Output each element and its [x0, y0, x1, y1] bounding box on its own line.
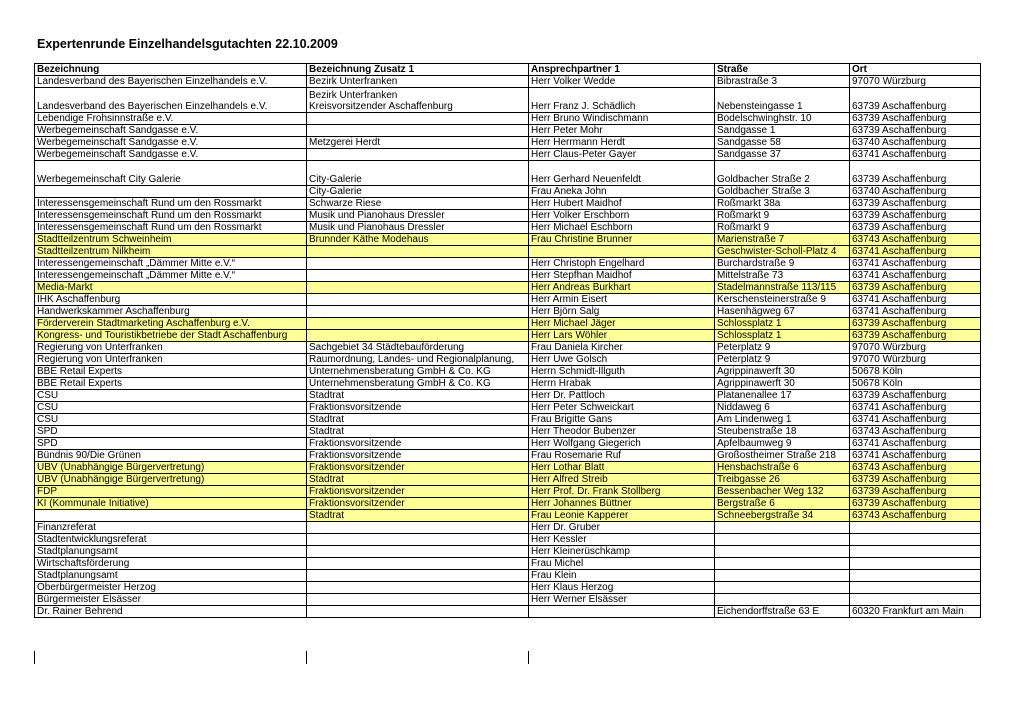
contacts-table: [34, 63, 981, 618]
cell-ort: 63739 Aschaffenburg: [850, 474, 981, 486]
cell-bezeichnung: KI (Kommunale Initiative): [35, 498, 307, 510]
cell-ansprechpartner: Herr Volker Erschborn: [529, 210, 715, 222]
cell-bezeichnung: Kongress- und Touristikbetriebe der Stadt Aschaffenburg: [35, 330, 307, 342]
cell-strasse: Roßmarkt 9: [715, 210, 850, 222]
cell-ansprechpartner: Frau Christine Brunner: [529, 234, 715, 246]
cell-strasse: Peterplatz 9: [715, 342, 850, 354]
cell-ort: 63741 Aschaffenburg: [850, 149, 981, 161]
cell-ort: 63739 Aschaffenburg: [850, 113, 981, 125]
cell-ansprechpartner: Herr Peter Mohr: [529, 125, 715, 137]
table-row: [35, 222, 981, 234]
cell-ort: 63739 Aschaffenburg: [850, 125, 981, 137]
table-row: [35, 342, 981, 354]
cell-bezeichnung: Dr. Rainer Behrend: [35, 606, 307, 618]
cell-bezeichnung: IHK Aschaffenburg: [35, 294, 307, 306]
table-row: [35, 198, 981, 210]
cell-ort: 63739 Aschaffenburg: [850, 88, 981, 113]
cell-ort: 63739 Aschaffenburg: [850, 498, 981, 510]
cell-ansprechpartner: Herr Bruno Windischmann: [529, 113, 715, 125]
cell-ansprechpartner: Herr Michael Jäger: [529, 318, 715, 330]
table-row: [35, 582, 981, 594]
cell-bezeichnung-zusatz: Stadtrat: [307, 510, 529, 522]
cell-strasse: Treibgasse 26: [715, 474, 850, 486]
cell-ansprechpartner: Herr Lothar Blatt: [529, 462, 715, 474]
cell-bezeichnung-zusatz: [307, 594, 529, 606]
cell-bezeichnung-zusatz: [307, 570, 529, 582]
cell-bezeichnung: BBE Retail Experts: [35, 366, 307, 378]
table-row: [35, 294, 981, 306]
cell-ansprechpartner: Herr Dr. Pattloch: [529, 390, 715, 402]
cell-ansprechpartner: Herr Theodor Bubenzer: [529, 426, 715, 438]
cell-strasse: Goldbacher Straße 3: [715, 186, 850, 198]
cell-strasse: Kerschensteinerstraße 9: [715, 294, 850, 306]
cell-strasse: Hasenhägweg 67: [715, 306, 850, 318]
cell-bezeichnung: Landesverband des Bayerischen Einzelhandels e.V.: [35, 88, 307, 113]
table-row: [35, 234, 981, 246]
cell-bezeichnung-zusatz: Stadtrat: [307, 414, 529, 426]
cell-strasse: Eichendorffstraße 63 E: [715, 606, 850, 618]
table-row: [35, 354, 981, 366]
table-row: [35, 594, 981, 606]
cell-bezeichnung-zusatz: Musik und Pianohaus Dressler: [307, 222, 529, 234]
cell-ort: 63739 Aschaffenburg: [850, 330, 981, 342]
cell-ort: 63741 Aschaffenburg: [850, 270, 981, 282]
cell-bezeichnung: CSU: [35, 414, 307, 426]
cell-bezeichnung: UBV (Unabhängige Bürgervertretung): [35, 462, 307, 474]
cell-strasse: Mittelstraße 73: [715, 270, 850, 282]
table-row: [35, 534, 981, 546]
cell-strasse: Goldbacher Straße 2: [715, 161, 850, 186]
cell-bezeichnung: Regierung von Unterfranken: [35, 342, 307, 354]
cell-bezeichnung-zusatz: Metzgerei Herdt: [307, 137, 529, 149]
cell-strasse: Niddaweg 6: [715, 402, 850, 414]
cell-bezeichnung: Bürgermeister Elsässer: [35, 594, 307, 606]
cell-ansprechpartner: Frau Aneka John: [529, 186, 715, 198]
cell-ort: 97070 Würzburg: [850, 342, 981, 354]
table-row: [35, 258, 981, 270]
cell-strasse: Sandgasse 37: [715, 149, 850, 161]
cell-ansprechpartner: Herr Christoph Engelhard: [529, 258, 715, 270]
cell-bezeichnung-zusatz: [307, 606, 529, 618]
cell-bezeichnung-zusatz: Raumordnung, Landes- und Regionalplanung,: [307, 354, 529, 366]
cell-strasse: Großostheimer Straße 218: [715, 450, 850, 462]
table-row: [35, 438, 981, 450]
sheet-trailing-gridlines: [34, 651, 980, 665]
table-row: [35, 186, 981, 198]
cell-strasse: Am Lindenweg 1: [715, 414, 850, 426]
cell-bezeichnung: Stadtteilzentrum Schweinheim: [35, 234, 307, 246]
cell-strasse: [715, 558, 850, 570]
cell-ort: [850, 522, 981, 534]
cell-ort: 63741 Aschaffenburg: [850, 402, 981, 414]
table-row: [35, 474, 981, 486]
cell-bezeichnung-zusatz: Stadtrat: [307, 426, 529, 438]
cell-ort: [850, 534, 981, 546]
cell-bezeichnung: Regierung von Unterfranken: [35, 354, 307, 366]
cell-strasse: [715, 534, 850, 546]
cell-bezeichnung: Interessengemeinschaft „Dämmer Mitte e.V.“: [35, 258, 307, 270]
cell-bezeichnung-zusatz: [307, 113, 529, 125]
cell-ansprechpartner: Herr Uwe Golsch: [529, 354, 715, 366]
cell-bezeichnung-zusatz: [307, 306, 529, 318]
cell-ansprechpartner: Herr Kleinerüschkamp: [529, 546, 715, 558]
cell-ansprechpartner: Herrn Hrabak: [529, 378, 715, 390]
cell-bezeichnung-zusatz: Fraktionsvorsitzender: [307, 498, 529, 510]
cell-bezeichnung-zusatz: Fraktionsvorsitzende: [307, 450, 529, 462]
column-header-ort: Ort: [850, 64, 981, 76]
cell-bezeichnung-zusatz: Fraktionsvorsitzender: [307, 462, 529, 474]
cell-ansprechpartner: Herr Johannes Büttner: [529, 498, 715, 510]
cell-bezeichnung-zusatz: Stadtrat: [307, 390, 529, 402]
cell-bezeichnung-zusatz: Fraktionsvorsitzende: [307, 438, 529, 450]
cell-bezeichnung-zusatz: [307, 149, 529, 161]
cell-bezeichnung: Lebendige Frohsinnstraße e.V.: [35, 113, 307, 125]
cell-bezeichnung-zusatz: City-Galerie: [307, 161, 529, 186]
cell-bezeichnung: SPD: [35, 426, 307, 438]
cell-strasse: Sandgasse 58: [715, 137, 850, 149]
cell-ort: 63741 Aschaffenburg: [850, 438, 981, 450]
cell-ansprechpartner: Herr Prof. Dr. Frank Stollberg: [529, 486, 715, 498]
cell-bezeichnung: Stadtteilzentrum Nilkheim: [35, 246, 307, 258]
cell-ansprechpartner: Frau Klein: [529, 570, 715, 582]
cell-ort: [850, 546, 981, 558]
table-row: [35, 378, 981, 390]
table-row: [35, 450, 981, 462]
cell-ort: 50678 Köln: [850, 378, 981, 390]
cell-ort: 63743 Aschaffenburg: [850, 510, 981, 522]
cell-strasse: Schlossplatz 1: [715, 318, 850, 330]
cell-bezeichnung: Werbegemeinschaft Sandgasse e.V.: [35, 137, 307, 149]
table-row: [35, 606, 981, 618]
table-body: [35, 76, 981, 618]
cell-strasse: Roßmarkt 9: [715, 222, 850, 234]
cell-ansprechpartner: Herr Gerhard Neuenfeldt: [529, 161, 715, 186]
cell-bezeichnung: UBV (Unabhängige Bürgervertretung): [35, 474, 307, 486]
cell-strasse: Bergstraße 6: [715, 498, 850, 510]
cell-strasse: Bibrastraße 3: [715, 76, 850, 88]
cell-ansprechpartner: Herr Claus-Peter Gayer: [529, 149, 715, 161]
table-row: [35, 366, 981, 378]
cell-ort: 60320 Frankfurt am Main: [850, 606, 981, 618]
cell-bezeichnung: Interessensgemeinschaft Rund um den Rossmarkt: [35, 210, 307, 222]
table-row: [35, 558, 981, 570]
cell-ansprechpartner: Frau Michel: [529, 558, 715, 570]
cell-ort: 63743 Aschaffenburg: [850, 426, 981, 438]
cell-bezeichnung-zusatz: [307, 318, 529, 330]
table-row: [35, 414, 981, 426]
cell-ort: 97070 Würzburg: [850, 76, 981, 88]
cell-ort: 63739 Aschaffenburg: [850, 161, 981, 186]
header-row: [35, 64, 981, 76]
cell-bezeichnung: FDP: [35, 486, 307, 498]
cell-line: Bezirk Unterfranken: [309, 90, 398, 101]
table-row: [35, 210, 981, 222]
cell-strasse: [715, 522, 850, 534]
cell-ansprechpartner: Herr Dr. Gruber: [529, 522, 715, 534]
cell-strasse: Geschwister-Scholl-Platz 4: [715, 246, 850, 258]
table-row: [35, 88, 981, 113]
cell-bezeichnung: Werbegemeinschaft Sandgasse e.V.: [35, 125, 307, 137]
cell-ort: 63743 Aschaffenburg: [850, 234, 981, 246]
cell-bezeichnung: Handwerkskammer Aschaffenburg: [35, 306, 307, 318]
cell-strasse: Hensbachstraße 6: [715, 462, 850, 474]
cell-bezeichnung-zusatz: Fraktionsvorsitzender: [307, 486, 529, 498]
cell-ansprechpartner: [529, 606, 715, 618]
table-row: [35, 246, 981, 258]
cell-ansprechpartner: Herr Werner Elsässer: [529, 594, 715, 606]
cell-ort: [850, 594, 981, 606]
cell-ansprechpartner: Herr Peter Schweickart: [529, 402, 715, 414]
cell-strasse: Steubenstraße 18: [715, 426, 850, 438]
cell-bezeichnung-zusatz: [307, 582, 529, 594]
table-row: [35, 546, 981, 558]
cell-strasse: Roßmarkt 38a: [715, 198, 850, 210]
cell-bezeichnung: Media-Markt: [35, 282, 307, 294]
page-title: Expertenrunde Einzelhandelsgutachten 22.10.2009: [37, 37, 338, 51]
cell-strasse: Nebensteingasse 1: [715, 88, 850, 113]
cell-bezeichnung-zusatz: Fraktionsvorsitzende: [307, 402, 529, 414]
cell-strasse: Marienstraße 7: [715, 234, 850, 246]
cell-strasse: Sandgasse 1: [715, 125, 850, 137]
cell-strasse: Bodelschwinghstr. 10: [715, 113, 850, 125]
cell-line: Kreisvorsitzender Aschaffenburg: [309, 101, 453, 112]
cell-bezeichnung: Förderverein Stadtmarketing Aschaffenburg e.V.: [35, 318, 307, 330]
cell-ansprechpartner: Frau Rosemarie Ruf: [529, 450, 715, 462]
cell-ansprechpartner: Herr Klaus Herzog: [529, 582, 715, 594]
cell-bezeichnung-zusatz: Unternehmensberatung GmbH & Co. KG: [307, 366, 529, 378]
table-row: [35, 161, 981, 186]
cell-ort: 63739 Aschaffenburg: [850, 318, 981, 330]
cell-ansprechpartner: Herr Kessler: [529, 534, 715, 546]
cell-bezeichnung-zusatz: [307, 546, 529, 558]
table-row: [35, 125, 981, 137]
cell-bezeichnung-zusatz: [307, 534, 529, 546]
cell-bezeichnung: SPD: [35, 438, 307, 450]
cell-bezeichnung: Stadtplanungsamt: [35, 546, 307, 558]
table-row: [35, 282, 981, 294]
table-row: [35, 113, 981, 125]
cell-bezeichnung: Interessensgemeinschaft Rund um den Rossmarkt: [35, 198, 307, 210]
cell-bezeichnung-zusatz: Bezirk Unterfranken: [307, 76, 529, 88]
cell-bezeichnung-zusatz: [307, 282, 529, 294]
cell-bezeichnung-zusatz: [307, 246, 529, 258]
cell-ansprechpartner: [529, 246, 715, 258]
cell-ort: 63739 Aschaffenburg: [850, 390, 981, 402]
cell-strasse: [715, 594, 850, 606]
cell-ort: 63743 Aschaffenburg: [850, 462, 981, 474]
cell-ort: 63741 Aschaffenburg: [850, 306, 981, 318]
cell-ansprechpartner: Herr Lars Wöhler: [529, 330, 715, 342]
cell-bezeichnung-zusatz: Brunnder Käthe Modehaus: [307, 234, 529, 246]
cell-bezeichnung-zusatz: Schwarze Riese: [307, 198, 529, 210]
cell-bezeichnung: [35, 510, 307, 522]
cell-bezeichnung-zusatz: Stadtrat: [307, 474, 529, 486]
cell-ort: [850, 558, 981, 570]
cell-bezeichnung-zusatz: [307, 558, 529, 570]
cell-bezeichnung-zusatz: [307, 88, 529, 113]
cell-bezeichnung: Interessensgemeinschaft Rund um den Rossmarkt: [35, 222, 307, 234]
table-row: [35, 462, 981, 474]
cell-strasse: Bessenbacher Weg 132: [715, 486, 850, 498]
cell-ort: 63741 Aschaffenburg: [850, 450, 981, 462]
cell-strasse: Agrippinawerft 30: [715, 378, 850, 390]
cell-ort: 63741 Aschaffenburg: [850, 258, 981, 270]
table-row: [35, 570, 981, 582]
cell-bezeichnung: Interessengemeinschaft „Dämmer Mitte e.V.“: [35, 270, 307, 282]
cell-bezeichnung-zusatz: Sachgebiet 34 Städtebauförderung: [307, 342, 529, 354]
cell-ansprechpartner: Herr Volker Wedde: [529, 76, 715, 88]
cell-ansprechpartner: Herr Hubert Maidhof: [529, 198, 715, 210]
cell-strasse: Apfelbaumweg 9: [715, 438, 850, 450]
cell-ansprechpartner: Herr Alfred Streib: [529, 474, 715, 486]
table-row: [35, 486, 981, 498]
cell-ansprechpartner: Frau Leonie Kapperer: [529, 510, 715, 522]
cell-strasse: Agrippinawerft 30: [715, 366, 850, 378]
cell-bezeichnung-zusatz: [307, 125, 529, 137]
column-header-bezeichnung: Bezeichnung: [35, 64, 307, 76]
cell-bezeichnung-zusatz: [307, 294, 529, 306]
cell-bezeichnung: Werbegemeinschaft Sandgasse e.V.: [35, 149, 307, 161]
cell-ort: 63741 Aschaffenburg: [850, 246, 981, 258]
cell-bezeichnung: Stadtplanungsamt: [35, 570, 307, 582]
cell-ort: 63739 Aschaffenburg: [850, 282, 981, 294]
cell-ort: 63739 Aschaffenburg: [850, 222, 981, 234]
table-row: [35, 402, 981, 414]
cell-strasse: Schlossplatz 1: [715, 330, 850, 342]
cell-ansprechpartner: Frau Brigitte Gans: [529, 414, 715, 426]
cell-strasse: [715, 582, 850, 594]
cell-bezeichnung: Landesverband des Bayerischen Einzelhandels e.V.: [35, 76, 307, 88]
cell-strasse: Schneebergstraße 34: [715, 510, 850, 522]
cell-bezeichnung: Wirtschaftsförderung: [35, 558, 307, 570]
cell-bezeichnung-zusatz: Unternehmensberatung GmbH & Co. KG: [307, 378, 529, 390]
cell-ansprechpartner: Herr Björn Salg: [529, 306, 715, 318]
cell-ansprechpartner: Herr Andreas Burkhart: [529, 282, 715, 294]
cell-ort: 50678 Köln: [850, 366, 981, 378]
table-row: [35, 390, 981, 402]
table-row: [35, 76, 981, 88]
cell-ort: 63741 Aschaffenburg: [850, 294, 981, 306]
cell-bezeichnung: CSU: [35, 402, 307, 414]
cell-ort: 63739 Aschaffenburg: [850, 486, 981, 498]
cell-ort: 63740 Aschaffenburg: [850, 137, 981, 149]
cell-ansprechpartner: Herr Franz J. Schädlich: [529, 88, 715, 113]
cell-ort: 97070 Würzburg: [850, 354, 981, 366]
cell-strasse: Platanenallee 17: [715, 390, 850, 402]
cell-bezeichnung-zusatz: [307, 330, 529, 342]
cell-ort: [850, 582, 981, 594]
cell-bezeichnung: Werbegemeinschaft City Galerie: [35, 161, 307, 186]
cell-bezeichnung-zusatz: City-Galerie: [307, 186, 529, 198]
cell-bezeichnung: [35, 186, 307, 198]
cell-bezeichnung-zusatz: Musik und Pianohaus Dressler: [307, 210, 529, 222]
cell-bezeichnung: CSU: [35, 390, 307, 402]
table-row: [35, 426, 981, 438]
column-header-ansprechpartner: Ansprechpartner 1: [529, 64, 715, 76]
cell-ort: 63739 Aschaffenburg: [850, 198, 981, 210]
cell-bezeichnung-zusatz: [307, 270, 529, 282]
cell-ansprechpartner: Herr Armin Eisert: [529, 294, 715, 306]
cell-ansprechpartner: Herr Wolfgang Giegerich: [529, 438, 715, 450]
column-header-bezeichnung-zusatz: Bezeichnung Zusatz 1: [307, 64, 529, 76]
table-row: [35, 522, 981, 534]
cell-bezeichnung: Bündnis 90/Die Grünen: [35, 450, 307, 462]
cell-strasse: Burchardstraße 9: [715, 258, 850, 270]
cell-ort: 63740 Aschaffenburg: [850, 186, 981, 198]
table-row: [35, 330, 981, 342]
table-row: [35, 270, 981, 282]
table-row: [35, 498, 981, 510]
cell-strasse: Stadelmannstraße 113/115: [715, 282, 850, 294]
cell-ansprechpartner: Herr Herrmann Herdt: [529, 137, 715, 149]
cell-ansprechpartner: Herr Stepfhan Maidhof: [529, 270, 715, 282]
cell-ort: 63739 Aschaffenburg: [850, 210, 981, 222]
cell-bezeichnung: Finanzreferat: [35, 522, 307, 534]
cell-strasse: [715, 570, 850, 582]
cell-bezeichnung-zusatz: [307, 522, 529, 534]
cell-ansprechpartner: Frau Daniela Kircher: [529, 342, 715, 354]
table-row: [35, 510, 981, 522]
cell-ort: 63741 Aschaffenburg: [850, 414, 981, 426]
cell-ort: [850, 570, 981, 582]
cell-strasse: [715, 546, 850, 558]
cell-ansprechpartner: Herrn Schmidt-Illguth: [529, 366, 715, 378]
cell-strasse: Peterplatz 9: [715, 354, 850, 366]
cell-bezeichnung-zusatz: [307, 258, 529, 270]
table-row: [35, 137, 981, 149]
cell-ansprechpartner: Herr Michael Eschborn: [529, 222, 715, 234]
table-row: [35, 149, 981, 161]
cell-bezeichnung: Stadtentwicklungsreferat: [35, 534, 307, 546]
cell-bezeichnung: BBE Retail Experts: [35, 378, 307, 390]
column-header-strasse: Straße: [715, 64, 850, 76]
table-row: [35, 318, 981, 330]
table-row: [35, 306, 981, 318]
cell-bezeichnung: Oberbürgermeister Herzog: [35, 582, 307, 594]
